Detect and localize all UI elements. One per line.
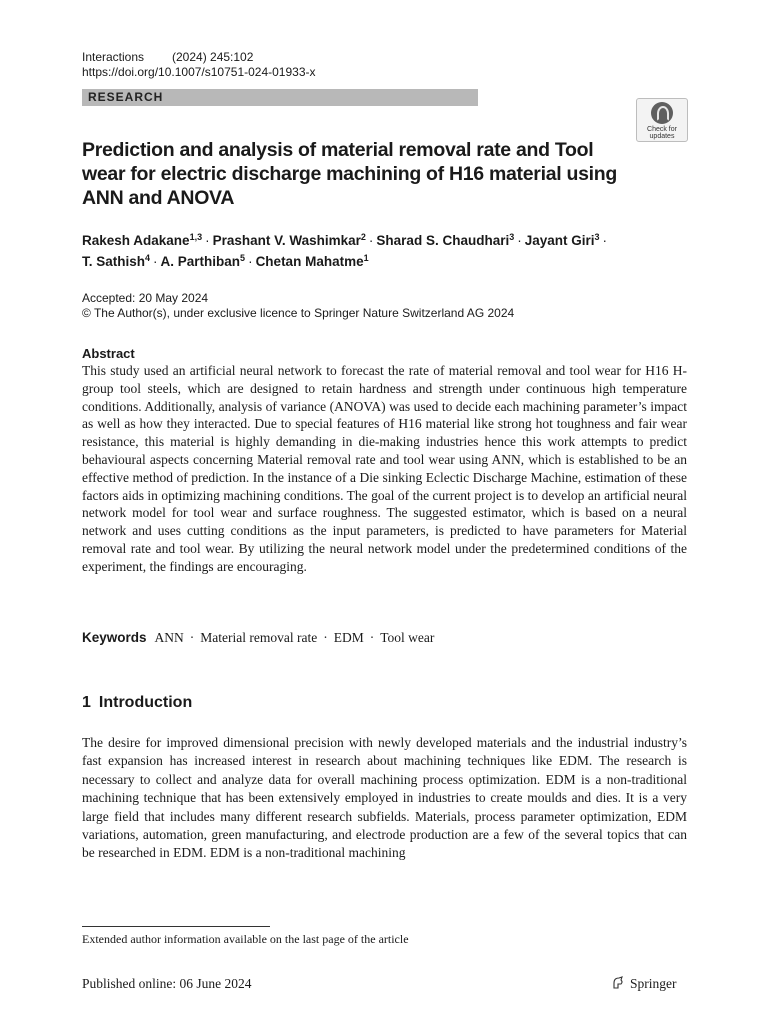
keyword-separator: · — [323, 630, 328, 645]
author[interactable]: Prashant V. Washimkar$^2$ — [212, 232, 366, 248]
keyword: Material removal rate — [200, 630, 318, 645]
keyword-separator: · — [369, 630, 375, 645]
author-separator: · — [602, 233, 608, 248]
author-separator: · — [153, 254, 158, 269]
publisher-name: Springer — [630, 976, 677, 991]
author[interactable]: Rakesh Adakane$^{1,3}$ — [82, 232, 203, 248]
author[interactable]: Sharad S. Chaudhari$^3$ — [376, 232, 515, 248]
author-separator: · — [205, 233, 210, 248]
keywords-section — [82, 629, 434, 646]
author[interactable]: T. Sathish$^4$ — [82, 253, 151, 269]
abstract-section — [82, 345, 687, 576]
published-online-date: Published online: 06 June 2024 — [82, 976, 252, 991]
doi-link[interactable]: https://doi.org/10.1007/s10751-024-01933-x — [82, 65, 316, 79]
keyword-separator: · — [189, 630, 195, 645]
author[interactable]: Chetan Mahatme$^1$ — [255, 253, 369, 269]
author[interactable]: Jayant Giri$^3$ — [524, 232, 600, 248]
author-separator: · — [368, 233, 374, 248]
journal-name: Interactions — [82, 50, 145, 64]
keyword: Tool wear — [380, 630, 435, 645]
section-label: RESEARCH — [88, 90, 164, 104]
keywords-label: Keywords — [82, 630, 147, 645]
article-header — [82, 50, 316, 80]
copyright-notice: © The Author(s), under exclusive licence to Springer Nature Switzerland AG 2024 — [82, 306, 515, 320]
author-list — [82, 230, 682, 272]
introduction-text: The desire for improved dimensional precision with newly developed materials and the industrial industry’s fast expansion has increased interest in research about machining techniques like EDM. The research is necessary to collect and analyze data for overall machining process optimization. EDM is a non-traditional machining technique that has been extensively employed in industries to create moulds and dies. It is a very large field that includes many different research subfields. Materials, process parameter optimization, EDM variations, automation, green manufacturing, and electrode production are a few of the several topics that can be researched in EDM. EDM is a non-traditional machining — [82, 735, 687, 861]
accepted-date: Accepted: 20 May 2024 — [82, 291, 209, 305]
footnote: Extended author information available on the last page of the article — [82, 932, 409, 946]
article-title: Prediction and analysis of material removal rate and Tool wear for electric discharge machining of H16 material using ANN and ANOVA — [82, 139, 617, 209]
author-separator: · — [517, 233, 522, 248]
section-number: 1 — [82, 694, 91, 711]
publisher-logo — [611, 975, 677, 992]
footnote-divider — [82, 926, 270, 927]
crossmark-icon — [651, 102, 673, 124]
article-meta — [82, 291, 514, 321]
section-label-bar — [82, 89, 478, 106]
springer-horse-icon — [611, 976, 625, 990]
keyword: EDM — [333, 630, 364, 645]
section-title: Introduction — [98, 694, 193, 711]
author[interactable]: A. Parthiban$^5$ — [160, 253, 246, 269]
abstract-heading: Abstract — [82, 346, 135, 361]
citation: (2024) 245:102 — [172, 50, 254, 64]
check-updates-line2: updates — [649, 133, 675, 140]
check-for-updates-button[interactable] — [636, 98, 688, 142]
keyword: ANN — [154, 630, 184, 645]
abstract-text: This study used an artificial neural network to forecast the rate of material removal and tool wear for H16 H-group tool steels, which are designed to retain hardness and strength under continuous high temperature conditions. Additionally, analysis of variance (ANOVA) was used to decide each machining parameter’s impact as well as how they interacted. Due to special features of H16 material like strong hot toughness and fair wear resistance, this material is highly demanding in die-making industries hence this work attempts to predict behavioural aspects concerning Material removal rate and tool wear using ANN, which is established to be an effective method of prediction. In the instance of a Die sinking Eclectic Discharge Machine, estimation of these factors aids in optimizing machining conditions. The goal of the current project is to develop an artificial neural network model for tool wear and surface roughness. The suggested estimator, which is based on a neural network and uses cutting conditions as the input parameters, is predicted to have parameters for Material removal rate and tool wear. By utilizing the neural network model under the predetermined conditions of the experiment, the findings are encouraging. — [82, 363, 687, 574]
author-separator: · — [248, 254, 253, 269]
check-updates-line1: Check for — [647, 126, 677, 133]
introduction-heading — [82, 693, 192, 713]
